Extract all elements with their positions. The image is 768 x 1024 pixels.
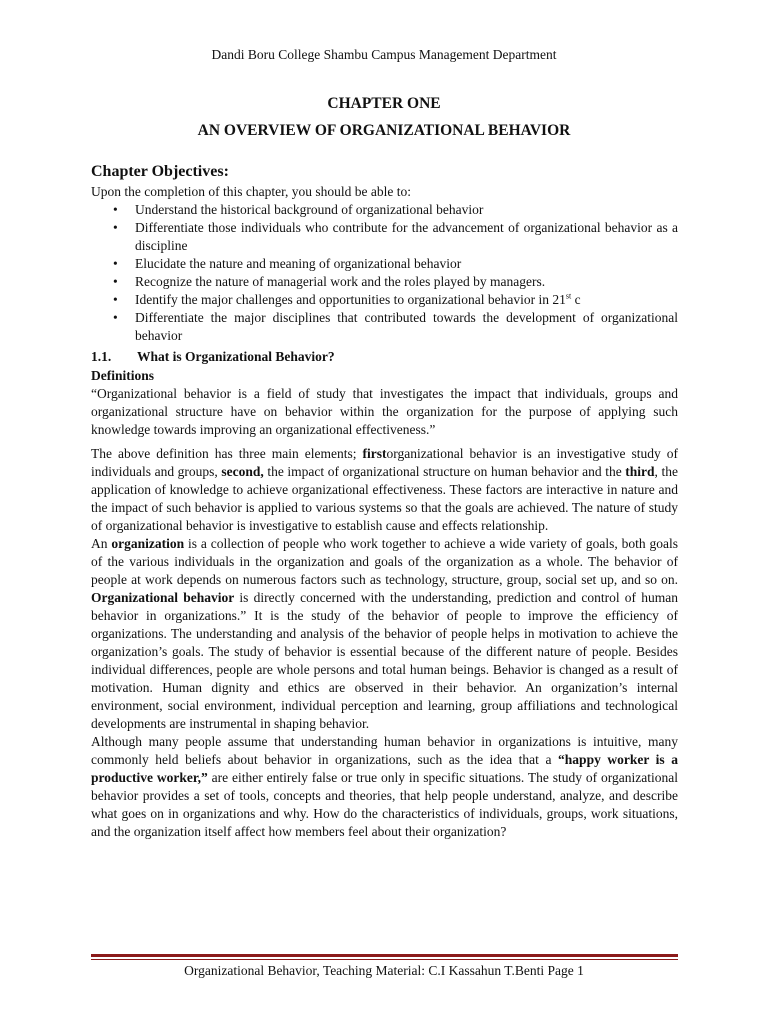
footer-rule-thin (91, 959, 678, 960)
section-number: 1.1. (91, 349, 112, 364)
objectives-heading: Chapter Objectives: (91, 163, 229, 180)
bullet-icon: • (113, 292, 118, 307)
chapter-title: AN OVERVIEW OF ORGANIZATIONAL BEHAVIOR (197, 122, 571, 139)
bullet-icon: • (113, 202, 118, 217)
definition-quote: “Organizational behavior is a field of study that investigates the impact that individuals, groups and organizational structure have on behavior within the organization for the purpose of applying such knowledge towards improving an organizational effectiveness.” (91, 386, 678, 437)
objectives-list (91, 201, 678, 345)
bullet-icon: • (113, 220, 118, 235)
page-footer: Organizational Behavior, Teaching Material: C.I Kassahun T.Benti Page 1 (184, 963, 584, 978)
paragraph-organization: An organization is a collection of people who work together to achieve a wide variety of goals, both goals of the various individuals in the organization and goals of the organization as a whole. The behavior of people at work depends on numerous factors such as technology, structure, group, social set up, and so on. Organizational behavior is directly concerned with the understanding, prediction and control of human behavior in organizations.” It is the study of the behavior of people to improve the efficiency of organizations. The understanding and analysis of the behavior of people helps in motivation to achieve the organization’s goals. The study of behavior is essential because of the different nature of people. Besides individual differences, people are whole persons and total human beings. Behavior is changed as a result of motivation. Human dignity and ethics are observed in their behavior. An organization’s internal environment, social environment, individual perception and learning, group affiliations and technological developments are instrumental in shaping behavior. (91, 536, 678, 731)
objective-item: • Differentiate the major disciplines that contributed towards the development of organizational behavior (113, 310, 678, 343)
paragraph-beliefs: Although many people assume that understanding human behavior in organizations is intuitive, many commonly held beliefs about behavior in organizations, such as the idea that a “happy worker is a productive worker,” are either entirely false or true only in specific situations. The study of organizational behavior provides a set of tools, concepts and theories, that help people understand, analyze, and describe what goes on in organizations and why. How do the characteristics of individuals, groups, work situations, and the organization itself affect how members feel about their organization? (91, 734, 678, 839)
objective-item: • Differentiate those individuals who contribute for the advancement of organizational behavior as a discipline (113, 220, 678, 253)
chapter-number: CHAPTER ONE (327, 95, 441, 112)
objectives-intro: Upon the completion of this chapter, you should be able to: (91, 184, 412, 199)
page-body (91, 161, 678, 841)
bullet-icon: • (113, 310, 118, 325)
objective-item: • Elucidate the nature and meaning of organizational behavior (113, 256, 462, 271)
footer-rule (91, 954, 678, 957)
superscript: st (565, 291, 572, 301)
paragraph-elements: The above definition has three main elements; firstorganizational behavior is an investigative study of individuals and groups, second, the impact of organizational structure on human behavior and the third, the application of knowledge to achieve organizational effectiveness. These factors are interactive in nature and the impact of such behavior is applied to various systems so that the goals are achieved. The nature of study of organizational behavior is investigative to establish cause and effects relationship. (91, 446, 678, 533)
section-title: What is Organizational Behavior? (137, 349, 335, 364)
definitions-heading: Definitions (91, 368, 155, 383)
objective-item: • Recognize the nature of managerial work and the roles played by managers. (113, 274, 546, 289)
bullet-icon: • (113, 256, 118, 271)
objective-item: • Identify the major challenges and opportunities to organizational behavior in 21st c (113, 291, 581, 307)
page-header: Dandi Boru College Shambu Campus Management Department (211, 47, 557, 62)
objective-item: • Understand the historical background of organizational behavior (113, 202, 484, 217)
section-heading (91, 347, 678, 367)
bullet-icon: • (113, 274, 118, 289)
